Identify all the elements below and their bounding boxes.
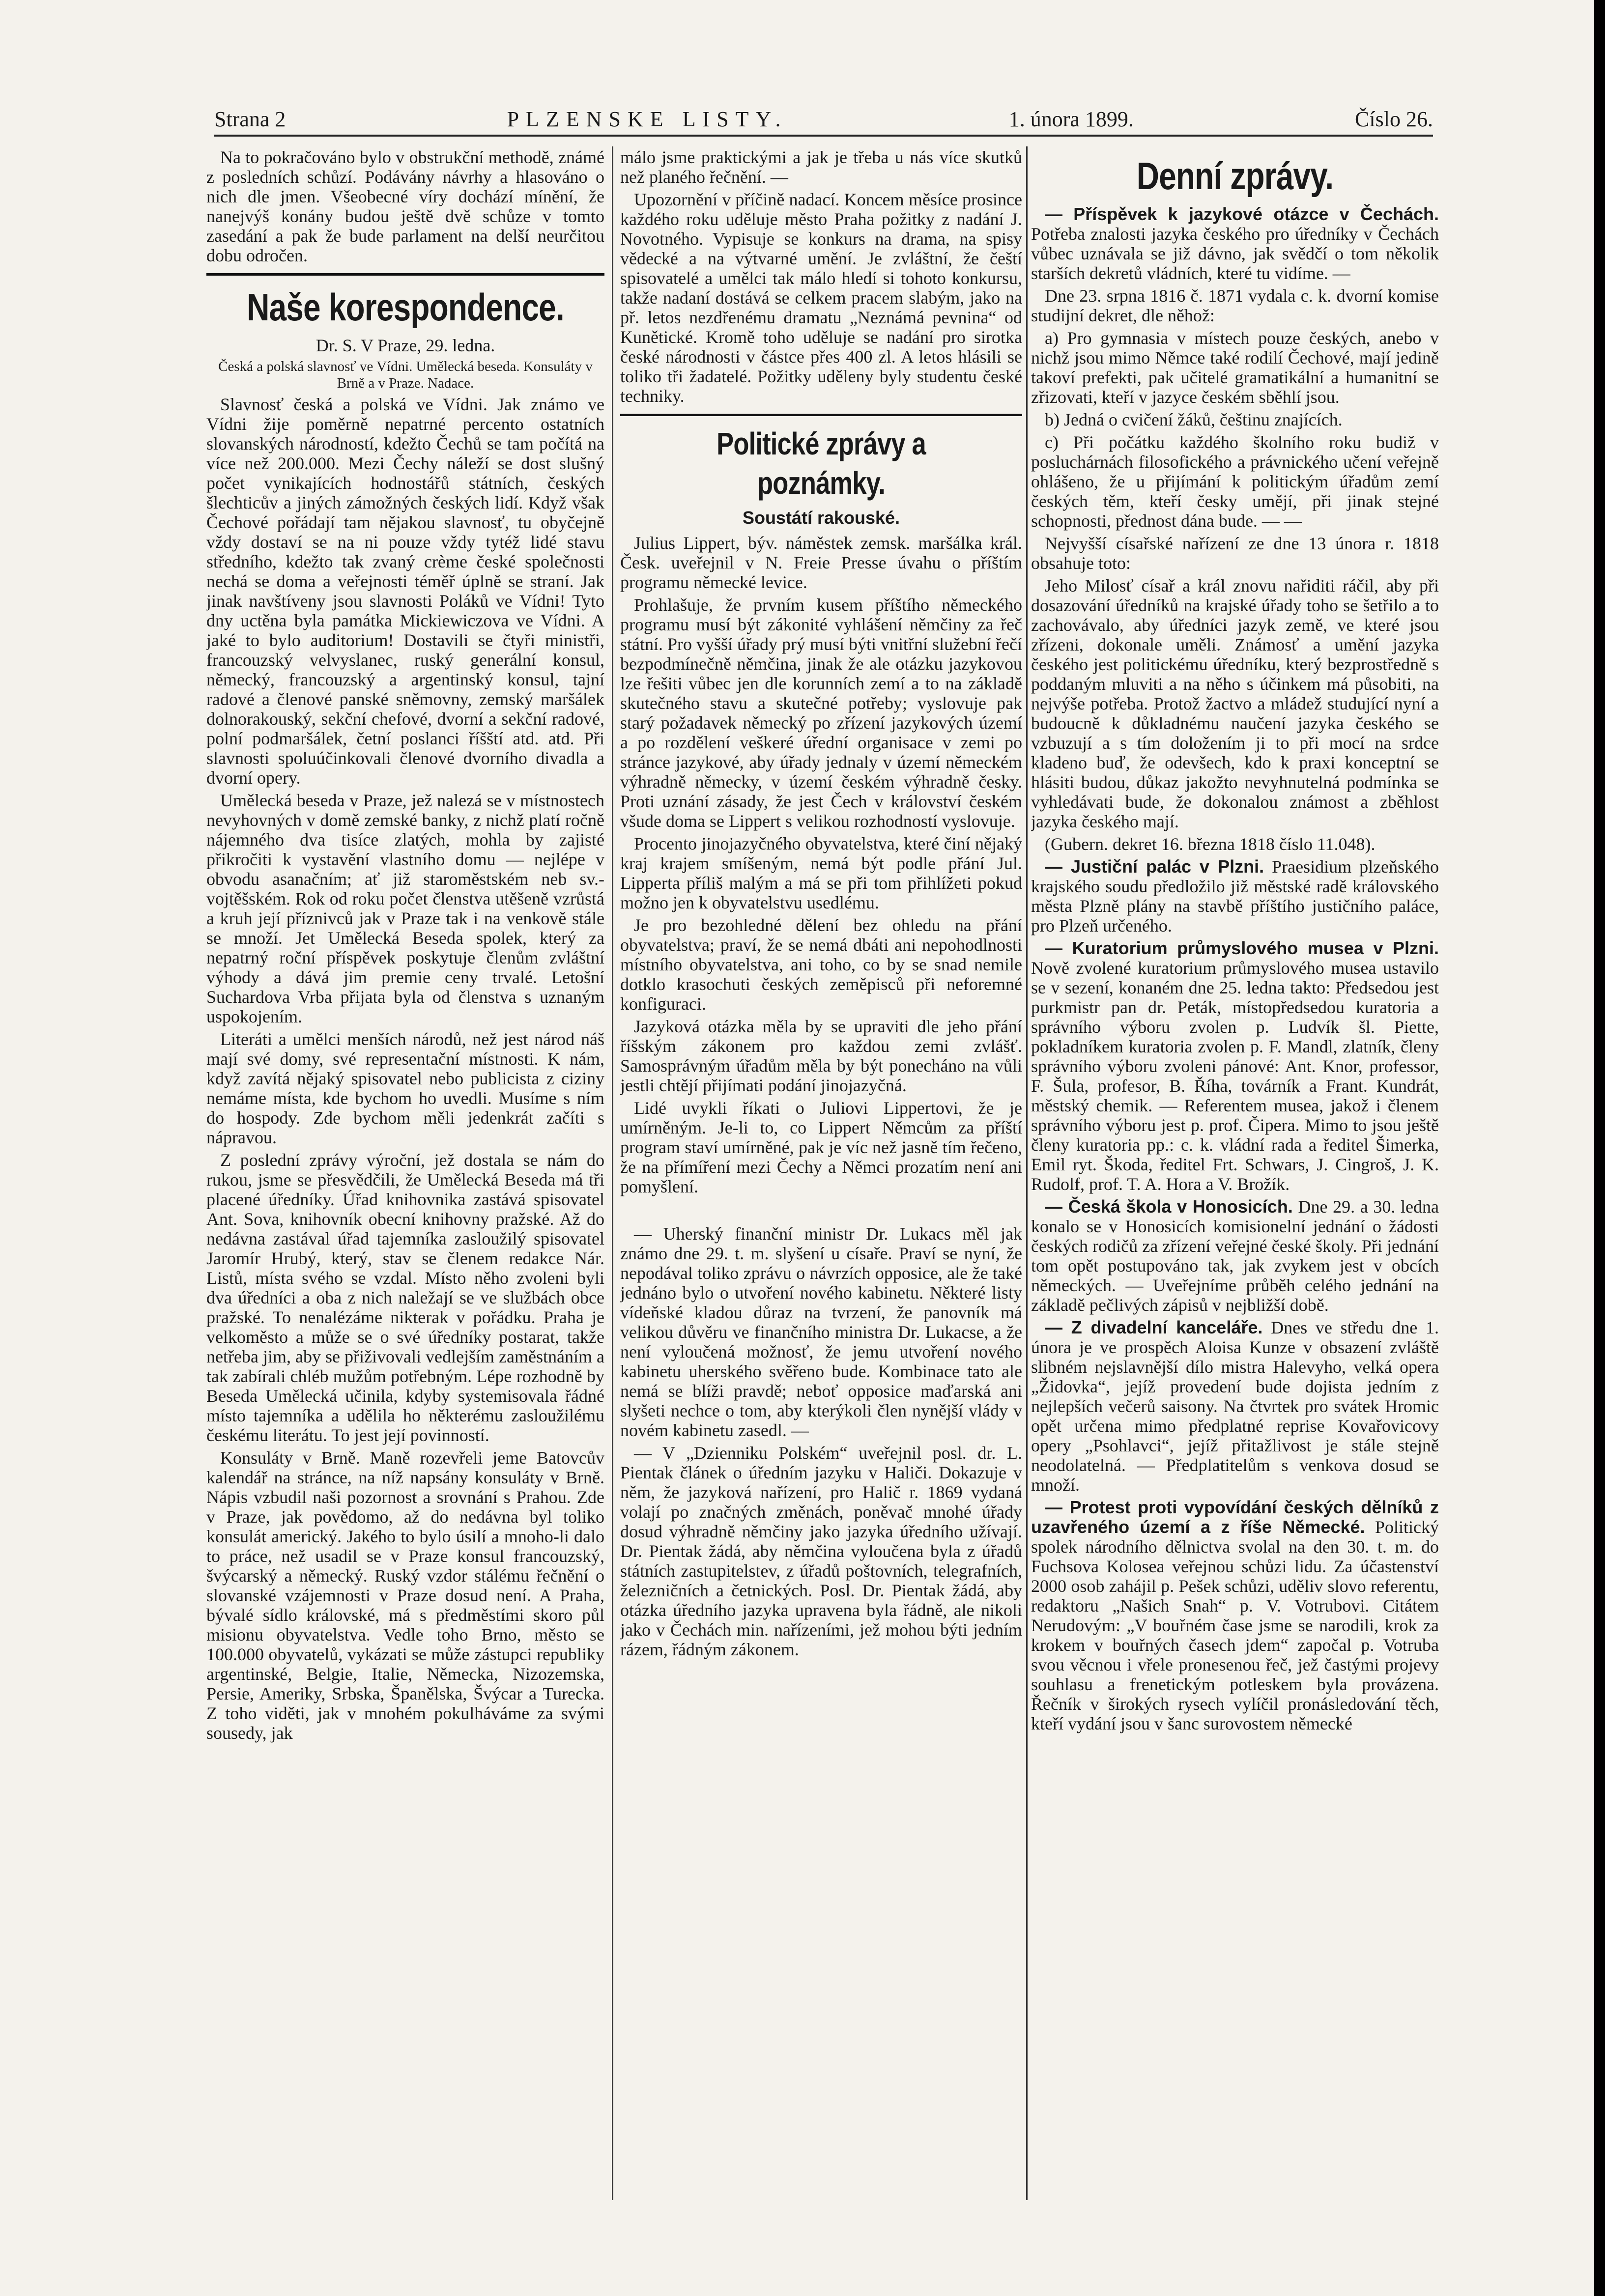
article-paragraph: (Gubern. dekret 16. března 1818 číslo 11.048). bbox=[1045, 834, 1376, 854]
item-text: Nově zvolené kuratorium průmyslového musea ustavilo se v sezení, konaném dne 25. ledna takto: Předsedou jest purkmistr pan dr. Peták, místopředsedou kuratoria a správního výboru zvolen p. Ludvík šl. Piette, pokladníkem kuratoria zvolen p. F. Mandl, zlatník, členy správního výboru zvoleni pánové: Ant. Knor, professor, F. Šula, profesor, B. Říha, továrník a Frant. Kundrát, městský chemik. — Referentem musea, jakož i členem správního výboru jest p. prof. Čipera. Mimo to jsou ještě členy kuratoria pp.: c. k. vládní rada a ředitel Šimerka, Emil ryt. Škoda, ředitel Frt. Schwars, J. Cingroš, J. K. Rudolf, prof. T. A. Hora a V. Brožík. bbox=[1031, 958, 1439, 1194]
spacer bbox=[620, 1199, 1022, 1224]
article-paragraph: c) Při počátku každého školního roku budiž v posluchárnách filosofického a právnického učení veřejně ohlášeno, že u přijímání k politickým úřadům zemí českých těm, kteří česky umějí, při jinak stejné schopnosti, přednost dána bude. — — bbox=[1031, 432, 1439, 531]
summary: Česká a polská slavnosť ve Vídni. Umělecká beseda. Konsuláty v Brně a v Praze. Nadace. bbox=[218, 359, 593, 391]
item-heading: — Justiční palác v Plzni. bbox=[1045, 856, 1264, 877]
item-text: Politický spolek národního dělnictva svolal na den 30. t. m. do Fuchsova Kolosea veřejnou schůzi lidu. Za účastenství 2000 osob zahájil p. Pešek schůzi, uděliv slovo referentu, redaktoru „Našich Snah“ p. V. Votrubovi. Citátem Nerudovým: „V bouřném čase jsme se narodili, krok za krokem v bouřných časech jdem“ započal p. Votruba svou věcnou i vřele pronesenou řeč, jež častými projevy souhlasu a frenetickým potleskem byla provázena. Řečník v širokých rysech vylíčil pronásledování těch, kteří vydání jsou v šanc surovostem německé bbox=[1031, 1517, 1439, 1733]
section-title-korespondence: Naše korespondence. bbox=[247, 285, 564, 329]
dateline: Dr. S. V Praze, 29. ledna. bbox=[315, 336, 495, 355]
item-heading: — Česká škola v Honosicích. bbox=[1045, 1196, 1293, 1217]
column-rule-1 bbox=[612, 146, 613, 2200]
divider bbox=[620, 414, 1022, 416]
article-paragraph: Procento jinojazyčného obyvatelstva, které činí nějaký kraj krajem smíšeným, nemá být podle přání Jul. Lipperta příliš malým a má se při tom přihlížeti pokud možno jen k obyvatelstvu usedlému. bbox=[620, 834, 1022, 912]
divider bbox=[206, 273, 604, 276]
subsection-title: Soustátí rakouské. bbox=[742, 508, 900, 528]
column-3 bbox=[1031, 147, 1439, 2211]
article-paragraph: Slavnosť česká a polská ve Vídni. Jak známo ve Vídni žije poměrně nepatrné percento ostatních slovanských národností, kdežto Čechů se tam počítá na více než 200.000. Mezi Čechy náleží se dost slušný počet vynikajících hodnostářů státních, českých šlechticův a jiných zámožných českých lidí. Když však Čechové pořádají tam nějakou slavnosť, tu obyčejně vždy dostaví se na ni pouze vždy tytéž lidé stavu středního, kdežto tak zvaný crème české společnosti nechá se doma a veřejnosti téměř úplně se straní. Jak jinak navštíveny jsou slavnosti Poláků ve Vídni! Tyto dny uctěna byla památka Mickiewiczova ve Vídni. A jaké to bylo auditorium! Dostavili se čtyři ministři, francouzský velvyslanec, ruský generální konsul, německý, francouzský a argentinský konsul, tajní radové a členové panské sněmovny, zemský maršálek dolnorakouský, sekční chefové, dvorní a sekční radové, polní podmaršálek, četní poslanci říšští atd. atd. Při slavnosti spoluúčinkovali členové dvorního divadla a dvorní opery. bbox=[206, 395, 604, 788]
newspaper-title: PLZENSKE LISTY. bbox=[507, 107, 788, 131]
page-edge bbox=[1594, 0, 1605, 2296]
article-paragraph: b) Jedná o cvičení žáků, češtinu znajících. bbox=[1045, 410, 1343, 429]
article-paragraph: Julius Lippert, býv. náměstek zemsk. maršálka král. Česk. uveřejnil v N. Freie Presse úvahu o příštím programu německé levice. bbox=[620, 533, 1022, 592]
item-heading: — Z divadelní kanceláře. bbox=[1045, 1317, 1263, 1337]
item-heading: — Kuratorium průmyslového musea v Plzni. bbox=[1045, 938, 1439, 958]
article-paragraph: — V „Dzienniku Polském“ uveřejnil posl. dr. L. Pientak článek o úředním jazyku v Haliči. Dokazuje v něm, že jazyková nařízení, pro Halič r. 1869 vydaná volají po značných změnách, poněvač mnohé úřady dosud výhradně němčiny jako jazyka úředního užívají. Dr. Pientak žádá, aby němčina vyloučena byla z úřadů státních zastupitelstev, z úřadů poštovních, telegrafních, železničních a četnických. Posl. Dr. Pientak žádá, aby otázka úředního jazyka upravena byla řádně, ale nikoli jako v Čechách min. nařízeními, jež mohou býti jedním rázem, řádným zákonem. bbox=[620, 1443, 1022, 1659]
column-1 bbox=[206, 147, 604, 2211]
item-text: Dnes ve středu dne 1. února je ve prospěch Aloisa Kunze v obsazení zvláště slibném nejslavnější dílo mistra Halevyho, velká opera „Židovka“, jejíž provedení bude dojista jedním z nejlepších večerů saisony. Na čtvrtek pro svátek Hromic opět určena mimo předplatné reprise Kovařovicovy opery „Psohlavci“, jejíž přitažlivost je stále stejně neodolatelná. — Předplatitelům s venkova dosud se množí. bbox=[1031, 1318, 1439, 1495]
article-paragraph: Jazyková otázka měla by se upraviti dle jeho přání říšským zákonem pro každou zemi zvlášť. Samosprávným úřadům měla by být ponecháno na vůli jestli chtějí přijímati podání jinojazyčná. bbox=[620, 1017, 1022, 1095]
article-paragraph: a) Pro gymnasia v místech pouze českých, anebo v nichž jsou mimo Němce také rodilí Čechové, mají jedině takoví prefekti, pak učitelé gramatikální a humanitní se zřizovati, kteří v jazyce českém sběhlí jsou. bbox=[1031, 328, 1439, 407]
article-paragraph: Prohlašuje, že prvním kusem příštího německého programu musí být zákonité vyhlášení němčiny za řeč státní. Pro vyšší úřady prý musí býti vnitřní služební řečí bezpodmínečně němčina, jinak že ale otázku jazykovou lze řešiti vůbec jen dle korunních zemí a to na základě skutečného stavu a skutečné potřeby; vyslovuje pak starý požadavek německý po zřízení jazykových území a po rozdělení veškeré úřední organisace v zemi po stránce jazykové, aby úřady jednaly v území německém výhradně německy, v území českém výhradně česky. Proti uznání zásady, že jest Čech v království českém všude doma se Lippert s velikou rozhodností vyslovuje. bbox=[620, 595, 1022, 831]
article-paragraph: málo jsme praktickými a jak je třeba u nás více skutků než planého řečnění. — bbox=[620, 147, 1022, 187]
item-heading: — Příspěvek k jazykové otázce v Čechách. bbox=[1045, 204, 1439, 224]
item-text: Dne 29. a 30. ledna konalo se v Honosicích komisionelní jednání o žádosti českých rodičů za zřízení veřejné české školy. Při jednání tom opět postupováno tak, jak zvykem jest v obcích německých. — Uveřejníme průběh celého jednání na základě pečlivých zápisů v nejbližší době. bbox=[1031, 1197, 1439, 1315]
article-paragraph: — Uherský finanční ministr Dr. Lukacs měl jak známo dne 29. t. m. slyšení u císaře. Praví se nyní, že nepodával toliko zprávu o návrzích opposice, ale že také jednáno bylo o utvoření nového kabinetu. Některé listy vídeňské kladou důraz na tvrzení, že panovník má velikou důvěru ve finančního ministra Dr. Lukacse, a že není vyloučená možnosť, že jemu utvoření nového kabinetu uherského svěřeno bude. Kombinace tato ale nemá se blíži pravdě; neboť opposice maďarská ani slyšeti nechce o tom, aby kterýkoli člen nynější vlády v novém kabinetu zasedl. — bbox=[620, 1224, 1022, 1440]
article-paragraph: Konsuláty v Brně. Maně rozevřeli jeme Batovcův kalendář na stránce, na níž napsány konsuláty v Brně. Nápis vzbudil naši pozornost a srovnání s Prahou. Zde v Praze, jak povědomo, až do nedávna byl tolikо konsulát americký. Jakého to bylo úsilí a mnoho-li dalo to práce, než usadil se v Praze konsul francouzský, švýcarský a německý. Ruský vzdor stálému řečnění o slovanské vzájemnosti v Praze dosud není. A Praha, bývalé sídlo královské, má s předměstími skoro půl misionu obyvatelstva. Vedle toho Brno, město se 100.000 obyvatelů, vykázati se může zástupci republiky argentinské, Belgie, Italie, Německa, Nizozemska, Persie, Ameriky, Srbska, Španělska, Švýcar a Turecka. Z toho viděti, jak v mnohém pokulháváme za svými sousedy, jak bbox=[206, 1448, 604, 1743]
article-paragraph: Literáti a umělci menších národů, než jest národ náš mají své domy, své representační místnosti. K nám, když zavítá nějaký spisovatel nebo publicista z ciziny nemáme místa, kde bychom ho uvedli. Musíme s ním do hospody. Zde bychom měli jedenkrát začíti s nápravou. bbox=[206, 1029, 604, 1147]
item-text: Praesidium plzeňského krajského soudu předložilo již městské radě královského města Plzně plány na stavbě příštího justičního paláce, pro Plzeň určeného. bbox=[1031, 857, 1439, 935]
article-paragraph: Lidé uvykli říkati o Juliovi Lippertovi, že je umírněným. Je-li to, co Lippert Němcům za příští program staví umírněné, pak je víc než jasně tím řečeno, že na přímíření mezi Čechy a Němci prozatím není ani pomyšlení. bbox=[620, 1098, 1022, 1196]
section-title-denni: Denní zprávy. bbox=[1136, 154, 1334, 198]
page-header bbox=[214, 103, 1433, 137]
article-paragraph: Umělecká beseda v Praze, jež nalezá se v místnostech nevyhovných v domě zemské banky, z nichž platí ročně nájemného dva tisíce zlatých, mohla by zajisté přikročiti k vystavění vlastního domu — nejlépe v obvodu asanačním; ať již staroměstském neb sv.-vojtěšském. Rok od roku počet členstva utěšeně vzrůstá a kruh její příznivců jak v Praze tak i na venkově stále se množí. Jet Umělecká Beseda spolek, který za nepatrný roční příspěvek poskytuje členům zvláštní výhody a dává jim premie ceny trvalé. Letošní Suchardova Vrba přijata byla od členstva s uznaným uspokojením. bbox=[206, 791, 604, 1026]
column-rule-2 bbox=[1026, 146, 1028, 2200]
article-paragraph: Nejvyšší císařské nařízení ze dne 13 února r. 1818 obsahuje toto: bbox=[1031, 534, 1439, 573]
intro-paragraph: Na to pokračováno bylo v obstrukční methodě, známé z posledních schůzí. Podávány návrhy a hlasováno o nich dle jmen. Všeobecné víry dochází mínění, že nanejvýš konány budou ještě dvě schůze v tomto zasedání a pak že bude parlament na delší neurčitou dobu odročen. bbox=[206, 147, 604, 265]
article-paragraph: Z poslední zprávy výroční, jež dostala se nám do rukou, jsme se přesvědčili, že Umělecká Beseda má tři placené úředníky. Úřad knihovnika zastává spisovatel Ant. Sova, knihovník obecní knihovny pražské. Až do nedávna zastával úřad tajemníka zasloužilý spisovatel Jaromír Hrubý, který, stav se členem redakce Nár. Listů, místa svého se vzdal. Místo něho zvoleni byli dva úředníci a oba z nich naležají se ve službách obce pražské. To nenalézáme nikterak v pořádku. Praha je velkoměsto a může se o své úředníky postarat, takže netřeba jim, aby se přiživovali vedlejším zaměstnáním a tak zabírali chléb mužům potřebným. Lépe rozhodně by Beseda Umělecká učinila, kdyby systemisovala řádné místo tajemníka a udělila ho některému zasloužilému českému literátu. To jest její povinností. bbox=[206, 1150, 604, 1445]
issue-number: Číslo 26. bbox=[1355, 107, 1433, 131]
item-heading: — Protest proti vypovídání českých dělníků z uzavřeného území a z říše Německé. bbox=[1031, 1497, 1439, 1537]
section-title-politicke: Politické zprávy a poznámky. bbox=[717, 426, 926, 501]
article-paragraph: Dne 23. srpna 1816 č. 1871 vydala c. k. dvorní komise studijní dekret, dle něhož: bbox=[1031, 286, 1439, 325]
article-paragraph: Jeho Milosť císař a král znovu nařiditi ráčil, aby při dosazování úředníků na krajské úřady toho se šetřilo a to zachovávalo, aby úředníci jazyk země, ve které jsou zřízeni, dokonale uměli. Známosť a umění jazyka českého jest politickému úředníku, který bezprostředně s poddaným mluviti a na něho s účinkem má působiti, na nejvýše potřeba. Protož žactvo a mládež studující nyní a budoucně k důkladnému naučení jazyka českého se vzbuzují a s tím doložením ji to při mocí na srdce kladeno buď, že odevšech, kdo k praxi konceptní se hlásiti budou, důkaz jakožto nevyhnutelná podmínka se vyhledávati bude, že dokonalou známost a zběhlost jazyka českého mají. bbox=[1031, 576, 1439, 831]
page-number: Strana 2 bbox=[214, 107, 286, 131]
article-paragraph: Upozornění v příčině nadací. Koncem měsíce prosince každého roku uděluje město Praha požitky z nadání J. Novotného. Vypisuje se konkurs na dramа, na spisy vědecké a na výtvarné umění. Je zvláštní, že čeští spisovatelé a umělci tak málo hledí si tohoto konkursu, takže nadaní dostává se celkem pracem slabým, jako na př. letos nezdřenému dramatu „Neznámá pevnina“ od Kunětické. Kromě toho uděluje se nadání pro sirotka české národnosti v částce přes 400 zl. A letos hlásili se toliko tři žadatelé. Požitky uděleny byly studentu české techniky. bbox=[620, 190, 1022, 406]
item-text: Potřeba znalosti jazyka českého pro úředníky v Čechách vůbec uznávala se již dávno, jak svědčí o tom několik starších dekretů vládních, které tu vidíme. — bbox=[1031, 224, 1439, 283]
issue-date: 1. února 1899. bbox=[1008, 107, 1134, 131]
article-paragraph: Je pro bezohledné dělení bez ohledu na přání obyvatelstva; praví, že se nemá dbáti ani nepohodlnosti místního obyvatelstva, ani toho, co by se snad nemile dotklo krasochuti českých zeměpisců při neforemné konfiguraci. bbox=[620, 915, 1022, 1014]
column-2 bbox=[620, 147, 1022, 2113]
